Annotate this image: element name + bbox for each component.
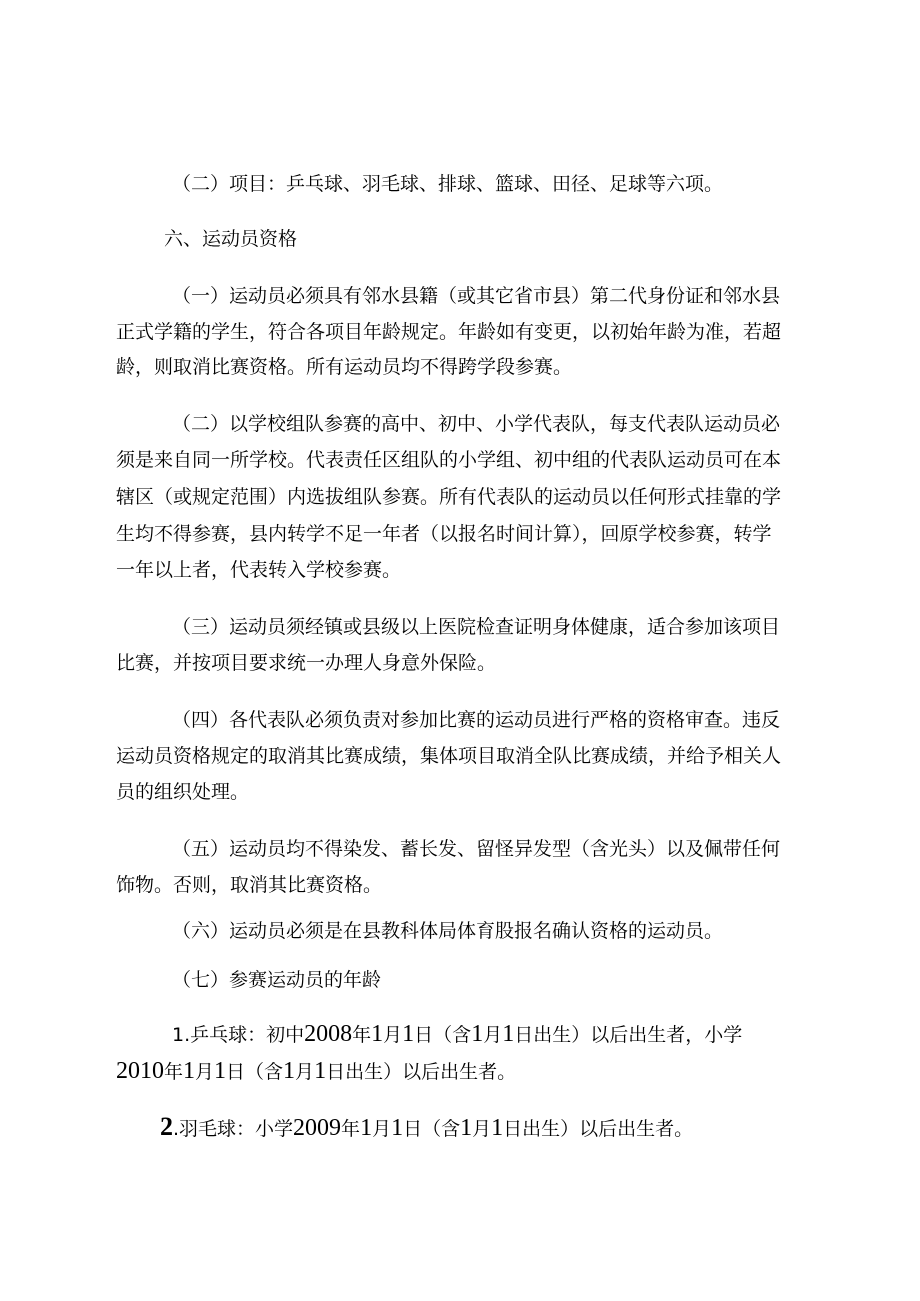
- day-number: 1: [391, 1115, 404, 1141]
- paragraph-line: 龄，则取消比赛资格。所有运动员均不得跨学段参赛。: [116, 356, 573, 378]
- paragraph-line: 辖区（或规定范围）内选拔组队参赛。所有代表队的运动员以任何形式挂靠的学: [116, 486, 782, 508]
- month-number: 1: [183, 1058, 196, 1084]
- paragraph-line: 一年以上者，代表转入学校参赛。: [116, 559, 402, 581]
- paragraph-line: （一）运动员必须具有邻水县籍（或其它省市县）第二代身份证和邻水县: [172, 285, 781, 307]
- paragraph-line: （五）运动员均不得染发、蓄长发、留怪异发型（含光头）以及佩带任何: [172, 838, 781, 860]
- month-number: 1: [371, 1021, 384, 1047]
- text-segment: 日（含: [414, 1024, 472, 1046]
- month-number: 1: [360, 1115, 373, 1141]
- paragraph-line: [116, 1058, 516, 1085]
- text-segment: 月: [195, 1061, 215, 1083]
- day-number: 1: [314, 1058, 327, 1084]
- text-segment: 月: [472, 1118, 492, 1140]
- paragraph-line: 正式学籍的学生，符合各项目年龄规定。年龄如有变更，以初始年龄为准，若超: [116, 321, 782, 343]
- paragraph-age-heading: （七）参赛运动员的年龄: [172, 969, 382, 991]
- age-item-prefix: .羽毛球：小学: [173, 1118, 294, 1140]
- paragraph-eligibility-six: （六）运动员必须是在县教科体局体育股报名确认资格的运动员。: [172, 920, 724, 942]
- text-segment: 日出生）以后出生者，小学: [514, 1024, 743, 1046]
- day-number: 1: [402, 1021, 415, 1047]
- text-segment: 日出生）以后出生者。: [326, 1061, 517, 1083]
- paragraph-line: 运动员资格规定的取消其比赛成绩，集体项目取消全队比赛成绩，并给予相关人: [116, 745, 782, 767]
- month-number: 1: [471, 1021, 484, 1047]
- paragraph-line: 须是来自同一所学校。代表责任区组队的小学组、初中组的代表队运动员可在本: [116, 449, 782, 471]
- paragraph-line: [172, 1021, 742, 1048]
- text-segment: 月: [295, 1061, 315, 1083]
- age-item-badminton: [160, 1114, 693, 1142]
- paragraph-line: （四）各代表队必须负责对参加比赛的运动员进行严格的资格审查。违反: [172, 709, 781, 731]
- paragraph-line: 员的组织处理。: [116, 781, 250, 803]
- day-number: 1: [214, 1058, 227, 1084]
- day-number: 1: [502, 1021, 515, 1047]
- year-number: 2009: [293, 1115, 342, 1141]
- text-segment: 日出生）以后出生者。: [503, 1118, 694, 1140]
- text-segment: 日（含: [226, 1061, 284, 1083]
- year-number: 2010: [116, 1058, 164, 1084]
- text-segment: 日（含: [403, 1118, 461, 1140]
- year-number: 2008: [304, 1021, 353, 1047]
- paragraph-line: 比赛，并按项目要求统一办理人身意外保险。: [116, 652, 497, 674]
- month-number: 1: [283, 1058, 296, 1084]
- text-segment: 年: [352, 1024, 372, 1046]
- paragraph-line: 生均不得参赛，县内转学不足一年者（以报名时间计算），回原学校参赛，转学: [116, 523, 772, 545]
- paragraph-line: 饰物。否则，取消其比赛资格。: [116, 874, 383, 896]
- text-segment: 年: [341, 1118, 361, 1140]
- text-segment: 月: [383, 1024, 403, 1046]
- text-segment: 月: [483, 1024, 503, 1046]
- section-six-heading: 六、运动员资格: [164, 228, 298, 250]
- month-number: 1: [460, 1115, 473, 1141]
- item-two-project: （二）项目：乒乓球、羽毛球、排球、篮球、田径、足球等六项。: [172, 173, 724, 195]
- text-segment: 年: [164, 1061, 184, 1083]
- text-segment: 月: [372, 1118, 392, 1140]
- item-number: 2: [160, 1112, 173, 1141]
- age-item-prefix: 1.乒乓球：初中: [172, 1024, 305, 1046]
- paragraph-line: （三）运动员须经镇或县级以上医院检查证明身体健康，适合参加该项目: [172, 616, 781, 638]
- day-number: 1: [491, 1115, 504, 1141]
- paragraph-line: （二）以学校组队参赛的高中、初中、小学代表队，每支代表队运动员必: [172, 413, 781, 435]
